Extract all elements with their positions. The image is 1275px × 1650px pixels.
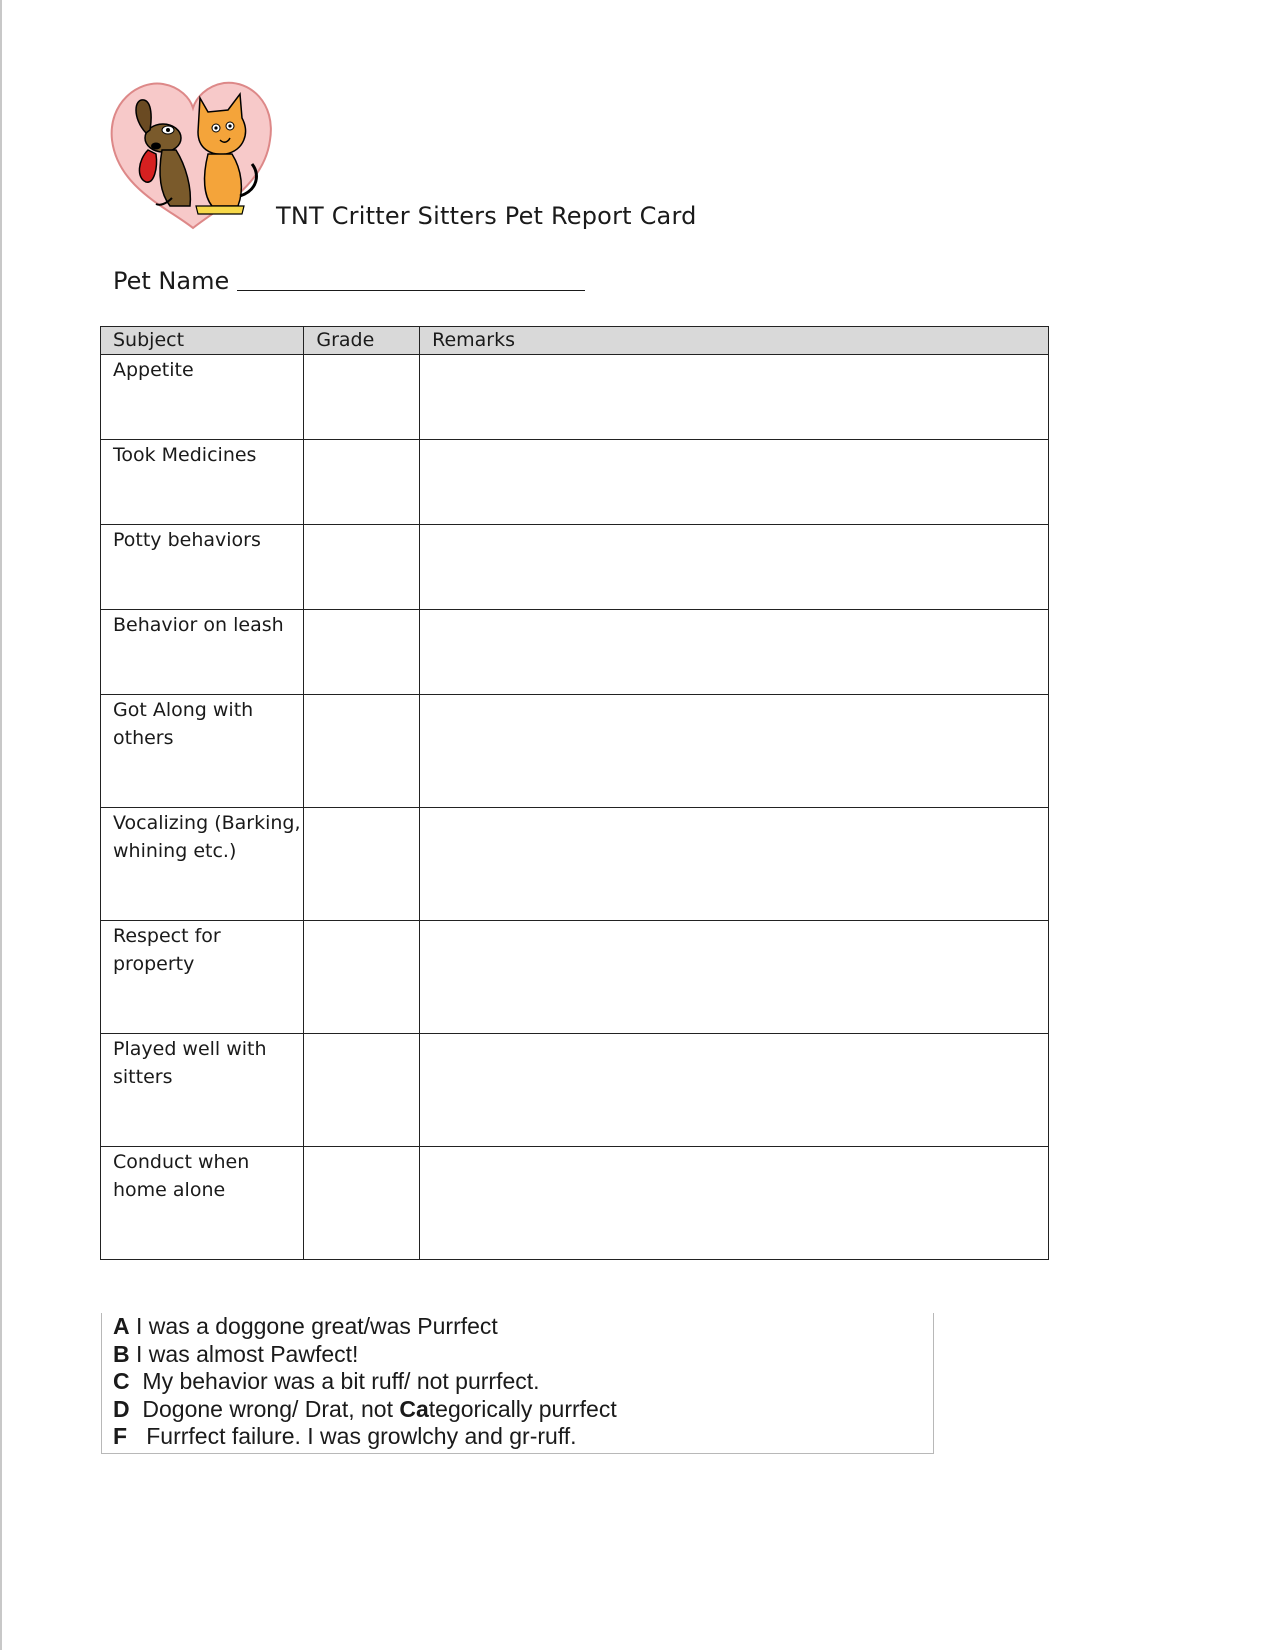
grade-cell[interactable] — [304, 610, 420, 695]
legend-grade-letter: D — [113, 1395, 130, 1422]
subject-cell: Conduct when home alone — [101, 1147, 304, 1260]
legend-text: I was almost Pawfect! — [129, 1340, 359, 1367]
legend-text-pre: Dogone wrong/ Drat, not — [129, 1395, 400, 1422]
legend-item-b — [113, 1341, 617, 1369]
table-header-row — [101, 327, 1049, 355]
subject-cell: Appetite — [101, 355, 304, 440]
page-title: TNT Critter Sitters Pet Report Card — [276, 202, 697, 230]
subject-cell: Vocalizing (Barking, whining etc.) — [101, 808, 304, 921]
legend-grade-letter: B — [113, 1340, 130, 1367]
subject-cell: Played well with sitters — [101, 1034, 304, 1147]
remarks-cell[interactable] — [420, 921, 1049, 1034]
heart-dog-cat-logo — [108, 78, 278, 236]
column-header-subject: Subject — [101, 327, 304, 355]
grade-cell[interactable] — [304, 1147, 420, 1260]
legend-left-border — [101, 1313, 102, 1453]
table-row — [101, 525, 1049, 610]
legend-item-d — [113, 1396, 617, 1424]
subject-cell: Respect for property — [101, 921, 304, 1034]
legend-grade-letter: C — [113, 1368, 130, 1394]
table-row — [101, 1147, 1049, 1260]
table-row — [101, 610, 1049, 695]
remarks-cell[interactable] — [420, 440, 1049, 525]
table-row — [101, 808, 1049, 921]
legend-item-a — [113, 1313, 617, 1341]
grade-cell[interactable] — [304, 355, 420, 440]
grade-cell[interactable] — [304, 440, 420, 525]
legend-item-f — [113, 1423, 617, 1451]
page-edge — [0, 0, 2, 1650]
grade-legend — [101, 1313, 934, 1454]
remarks-cell[interactable] — [420, 808, 1049, 921]
legend-grade-letter: F — [113, 1423, 128, 1449]
remarks-cell[interactable] — [420, 695, 1049, 808]
remarks-cell[interactable] — [420, 1147, 1049, 1260]
pet-name-blank-line[interactable] — [237, 266, 585, 291]
report-card-table — [100, 326, 1049, 1260]
grade-cell[interactable] — [304, 525, 420, 610]
grade-cell[interactable] — [304, 921, 420, 1034]
column-header-grade: Grade — [304, 327, 420, 355]
table-row — [101, 355, 1049, 440]
legend-grade-letter: A — [113, 1313, 130, 1339]
subject-cell: Potty behaviors — [101, 525, 304, 610]
column-header-remarks: Remarks — [420, 327, 1049, 355]
remarks-cell[interactable] — [420, 525, 1049, 610]
table-row — [101, 440, 1049, 525]
grade-cell[interactable] — [304, 808, 420, 921]
remarks-cell[interactable] — [420, 610, 1049, 695]
legend-text: I was a doggone great/was Purrfect — [129, 1313, 498, 1339]
legend-text: Furrfect failure. I was growlchy and gr-ruff. — [127, 1423, 577, 1449]
remarks-cell[interactable] — [420, 1034, 1049, 1147]
legend-text-post: tegorically purrfect — [428, 1395, 617, 1422]
remarks-cell[interactable] — [420, 355, 1049, 440]
pet-name-field — [113, 266, 585, 295]
pet-name-label: Pet Name — [113, 267, 230, 295]
legend-text: My behavior was a bit ruff/ not purrfect. — [129, 1368, 540, 1394]
subject-cell: Took Medicines — [101, 440, 304, 525]
table-row — [101, 1034, 1049, 1147]
grade-cell[interactable] — [304, 1034, 420, 1147]
table-row — [101, 921, 1049, 1034]
legend-text-bold: Ca — [399, 1395, 429, 1422]
subject-cell: Got Along with others — [101, 695, 304, 808]
table-row — [101, 695, 1049, 808]
grade-cell[interactable] — [304, 695, 420, 808]
legend-item-c — [113, 1368, 617, 1396]
subject-cell: Behavior on leash — [101, 610, 304, 695]
